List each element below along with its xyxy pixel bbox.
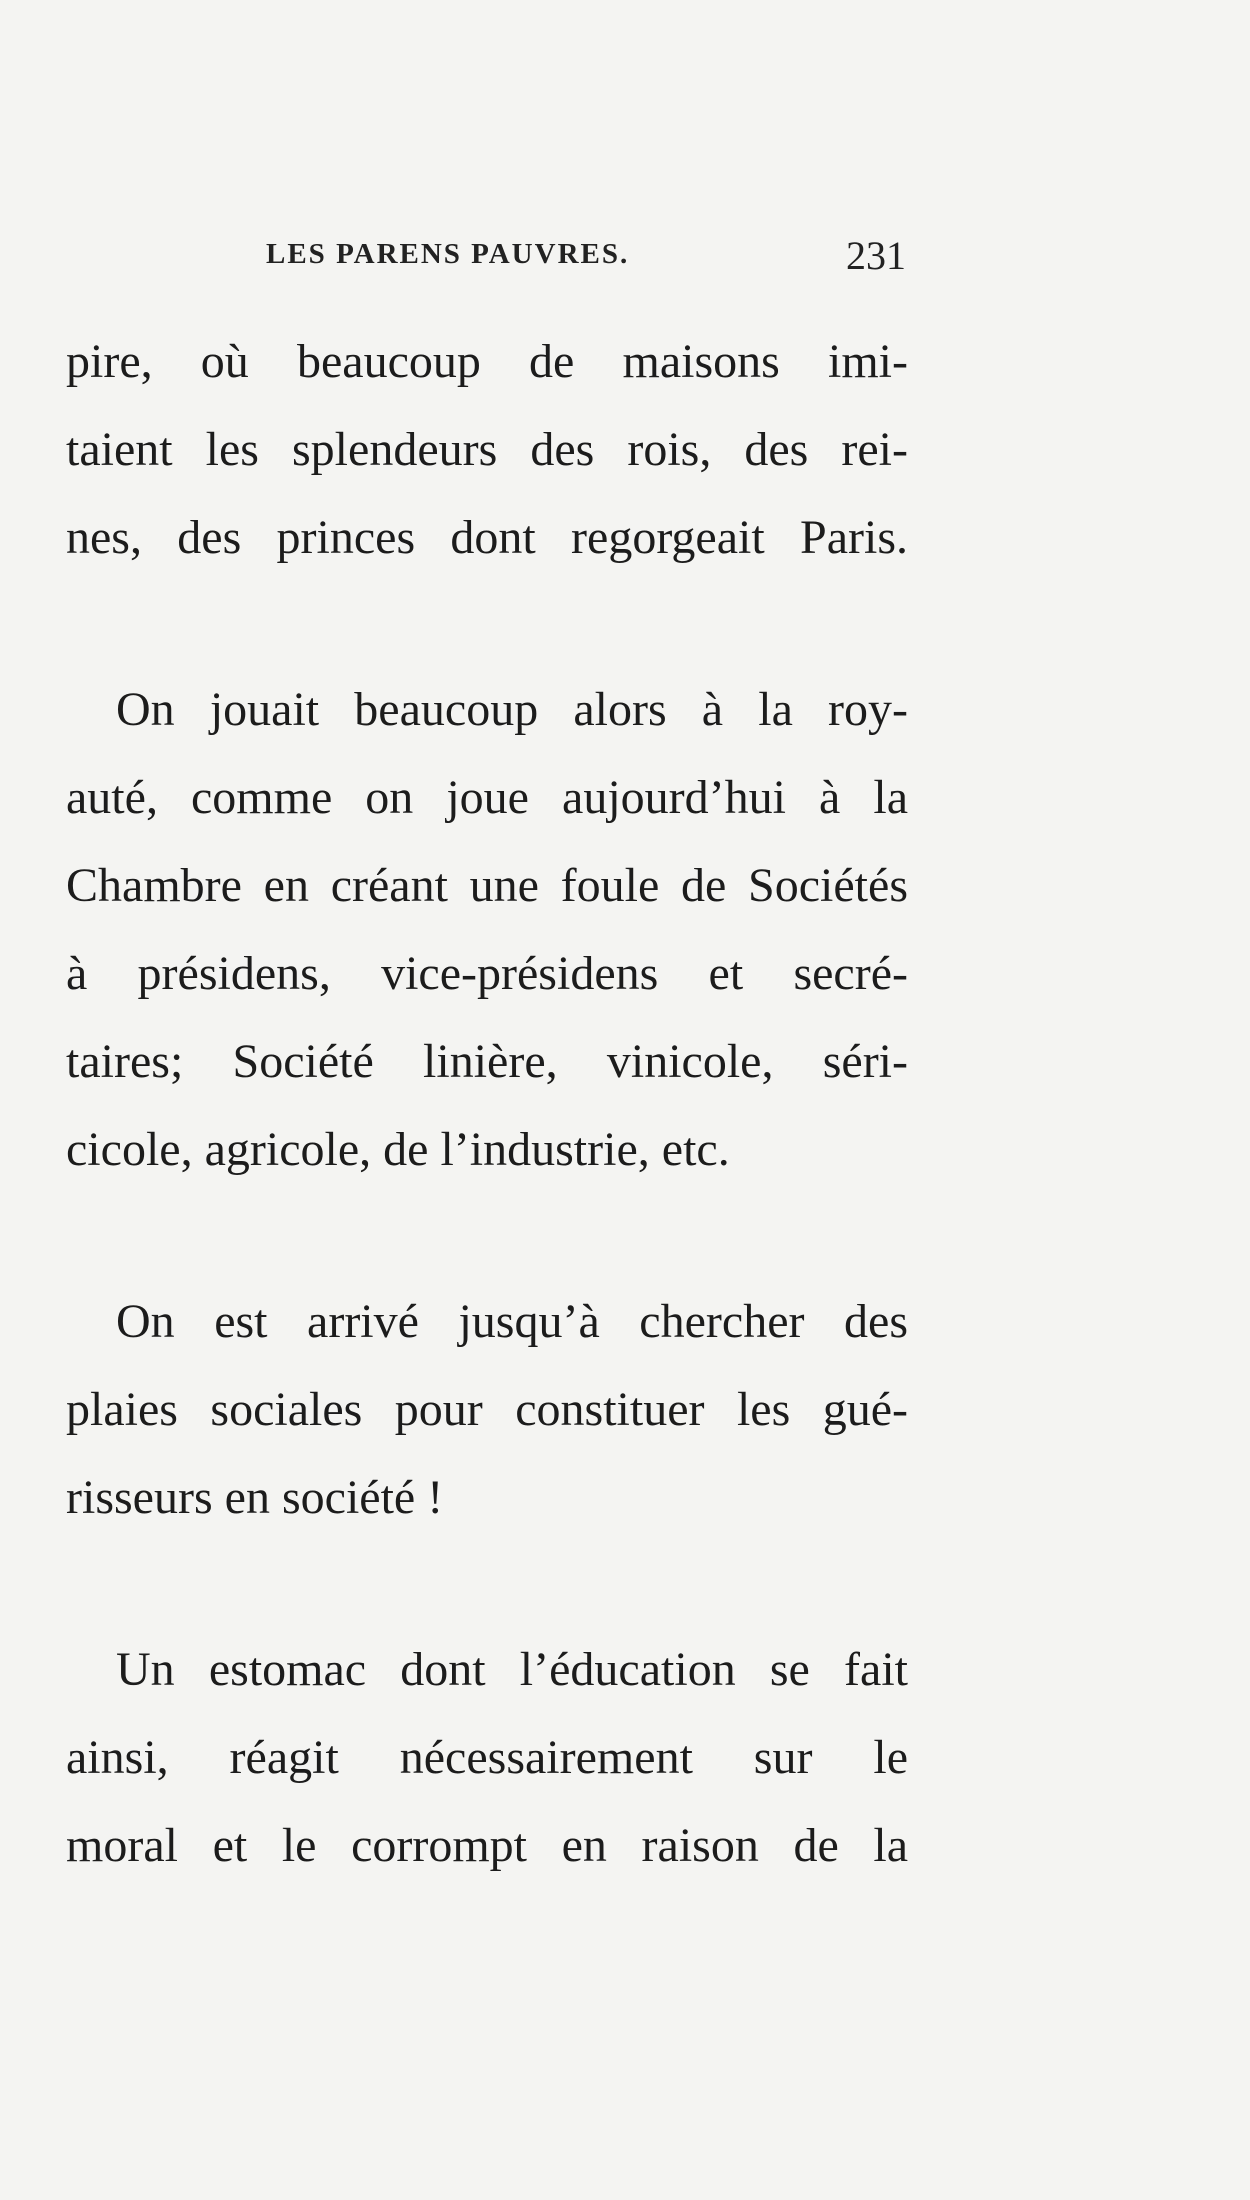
- body-text: [66, 318, 908, 1890]
- paragraph-gap: [66, 1542, 908, 1626]
- text-line: à présidens, vice-présidens et secré-: [66, 947, 908, 1000]
- paragraph-gap: [66, 1194, 908, 1278]
- page-number: 231: [846, 233, 906, 278]
- text-line: nes, des princes dont regorgeait Paris.: [66, 511, 908, 564]
- paragraph-gap: [66, 582, 908, 666]
- paragraph: [66, 318, 908, 582]
- paragraph: [66, 1278, 908, 1542]
- text-line: plaies sociales pour constituer les gué-: [66, 1383, 908, 1436]
- text-line: Chambre en créant une foule de Sociétés: [66, 859, 908, 912]
- text-line: auté, comme on joue aujourd’hui à la: [66, 771, 908, 824]
- running-title: LES PARENS PAUVRES.: [266, 238, 630, 270]
- paragraph: [66, 666, 908, 1194]
- text-line: moral et le corrompt en raison de la: [66, 1819, 908, 1872]
- running-head: [66, 232, 906, 282]
- text-line: On jouait beaucoup alors à la roy-: [116, 683, 908, 736]
- text-line: pire, où beaucoup de maisons imi-: [66, 335, 908, 388]
- text-line: taient les splendeurs des rois, des rei-: [66, 423, 908, 476]
- text-line: Un estomac dont l’éducation se fait: [116, 1643, 908, 1696]
- text-line: risseurs en société !: [66, 1471, 444, 1524]
- text-line: cicole, agricole, de l’industrie, etc.: [66, 1123, 730, 1176]
- paragraph: [66, 1626, 908, 1890]
- text-line: taires; Société linière, vinicole, séri-: [66, 1035, 908, 1088]
- text-line: ainsi, réagit nécessairement sur le: [66, 1731, 908, 1784]
- text-line: On est arrivé jusqu’à chercher des: [116, 1295, 908, 1348]
